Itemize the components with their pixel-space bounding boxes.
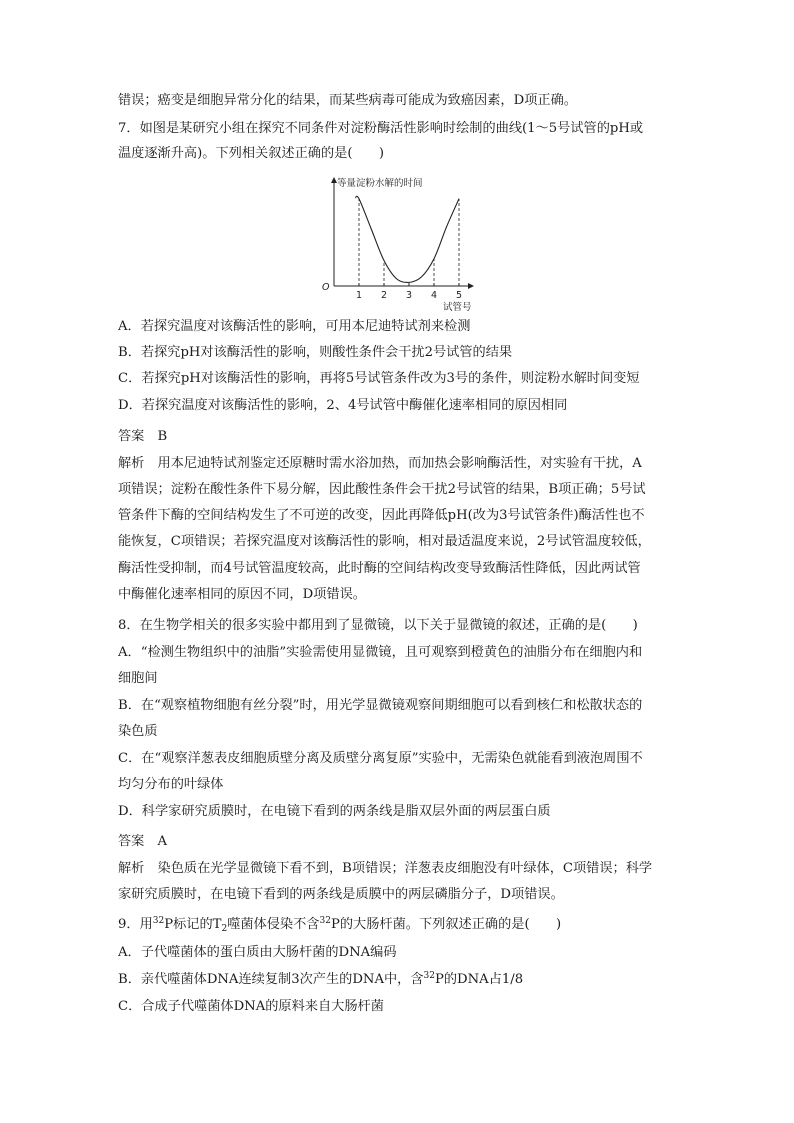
origin-label: O	[322, 282, 330, 293]
q9-superscript: 32	[319, 916, 331, 926]
option-d: D．科学家研究质膜时，在电镜下看到的两条线是脂双层外面的两层蛋白质	[118, 804, 551, 819]
x-tick-label: 4	[431, 290, 438, 301]
analysis-line: 项错误；淀粉在酸性条件下易分解，因此酸性条件会干扰2号试管的结果，B项正确；5号试	[118, 482, 646, 497]
x-tick-label: 5	[456, 290, 463, 301]
q9-subscript: 2	[221, 924, 228, 934]
option-a: A．子代噬菌体的蛋白质由大肠杆菌的DNA编码	[118, 945, 397, 960]
option-d: D．若探究温度对该酶活性的影响，2、4号试管中酶催化速率相同的原因相同	[118, 398, 568, 413]
question-7-stem: 7．如图是某研究小组在探究不同条件对淀粉酶活性影响时绘制的曲线(1～5号试管的pH或	[118, 121, 644, 136]
option-c: C．若探究pH对该酶活性的影响，再将5号试管条件改为3号的条件，则淀粉水解时间变短	[118, 371, 640, 386]
q9-text: P的大肠杆菌。下列叙述正确的是( )	[330, 917, 562, 932]
q9-text: 噬菌体侵染不含	[227, 917, 320, 932]
x-tick-label: 1	[356, 290, 363, 301]
chart-svg	[316, 172, 476, 312]
q9-text: B．亲代噬菌体DNA连续复制3次产生的DNA中，含	[118, 972, 424, 987]
analysis-line: 管条件下酶的空间结构发生了不可逆的改变，因此再降低pH(改为3号试管条件)酶活性也不	[118, 508, 645, 523]
curve-line	[355, 196, 459, 282]
question-8-stem: 8．在生物学相关的很多实验中都用到了显微镜，以下关于显微镜的叙述，正确的是( )	[118, 618, 638, 633]
answer-7: 答案 B	[118, 429, 168, 444]
analysis-line: 中酶催化速率相同的原因不同，D项错误。	[118, 587, 366, 602]
q9-text: P标记的T	[164, 917, 222, 932]
q9-superscript: 32	[423, 971, 435, 981]
analysis-line: 解析 用本尼迪特试剂鉴定还原糖时需水浴加热，而加热会影响酶活性，对实验有干扰，A	[118, 456, 642, 471]
option-a: A．“检测生物组织中的油脂”实验需使用显微镜，且可观察到橙黄色的油脂分布在细胞内和	[118, 645, 643, 660]
analysis-line: 能恢复，C项错误；若探究温度对该酶活性的影响，相对最适温度来说，2号试管温度较低，	[118, 534, 651, 549]
option-c: C．在“观察洋葱表皮细胞质壁分离及质壁分离复原”实验中，无需染色就能看到液泡周围不	[118, 751, 643, 766]
option-a-cont: 细胞间	[118, 671, 158, 686]
option-b-cont: 染色质	[118, 724, 158, 739]
answer-8: 答案 A	[118, 834, 168, 849]
question-9-stem	[118, 916, 680, 934]
x-axis-label: 试管号	[443, 302, 472, 312]
option-a: A．若探究温度对该酶活性的影响，可用本尼迪特试剂来检测	[118, 319, 471, 334]
analysis-line: 酶活性受抑制，而4号试管温度较高，此时酶的空间结构改变导致酶活性降低，因此两试管	[118, 561, 641, 576]
option-b	[118, 971, 680, 989]
q9-superscript: 32	[152, 916, 165, 926]
option-b: B．若探究pH对该酶活性的影响，则酸性条件会干扰2号试管的结果	[118, 345, 513, 360]
option-c-cont: 均匀分布的叶绿体	[118, 777, 224, 792]
question-7-stem-cont: 温度逐渐升高)。下列相关叙述正确的是( )	[118, 146, 384, 161]
y-axis-label: 等量淀粉水解的时间	[337, 178, 423, 189]
x-tick-label: 2	[381, 290, 388, 301]
q9-text: 9．用	[118, 917, 153, 932]
x-tick-label: 3	[406, 290, 413, 301]
option-c: C．合成子代噬菌体DNA的原料来自大肠杆菌	[118, 999, 384, 1014]
option-b: B．在“观察植物细胞有丝分裂”时，用光学显微镜观察间期细胞可以看到核仁和松散状态的	[118, 698, 643, 713]
enzyme-activity-chart	[316, 172, 476, 312]
q9-text: P的DNA占1/8	[435, 972, 524, 987]
text-line: 错误；癌变是细胞异常分化的结果，而某些病毒可能成为致癌因素，D项正确。	[118, 93, 577, 108]
analysis-line: 家研究质膜时，在电镜下看到的两条线是质膜中的两层磷脂分子，D项错误。	[118, 887, 564, 902]
analysis-line: 解析 染色质在光学显微镜下看不到，B项错误；洋葱表皮细胞没有叶绿体，C项错误；科学	[118, 861, 653, 876]
